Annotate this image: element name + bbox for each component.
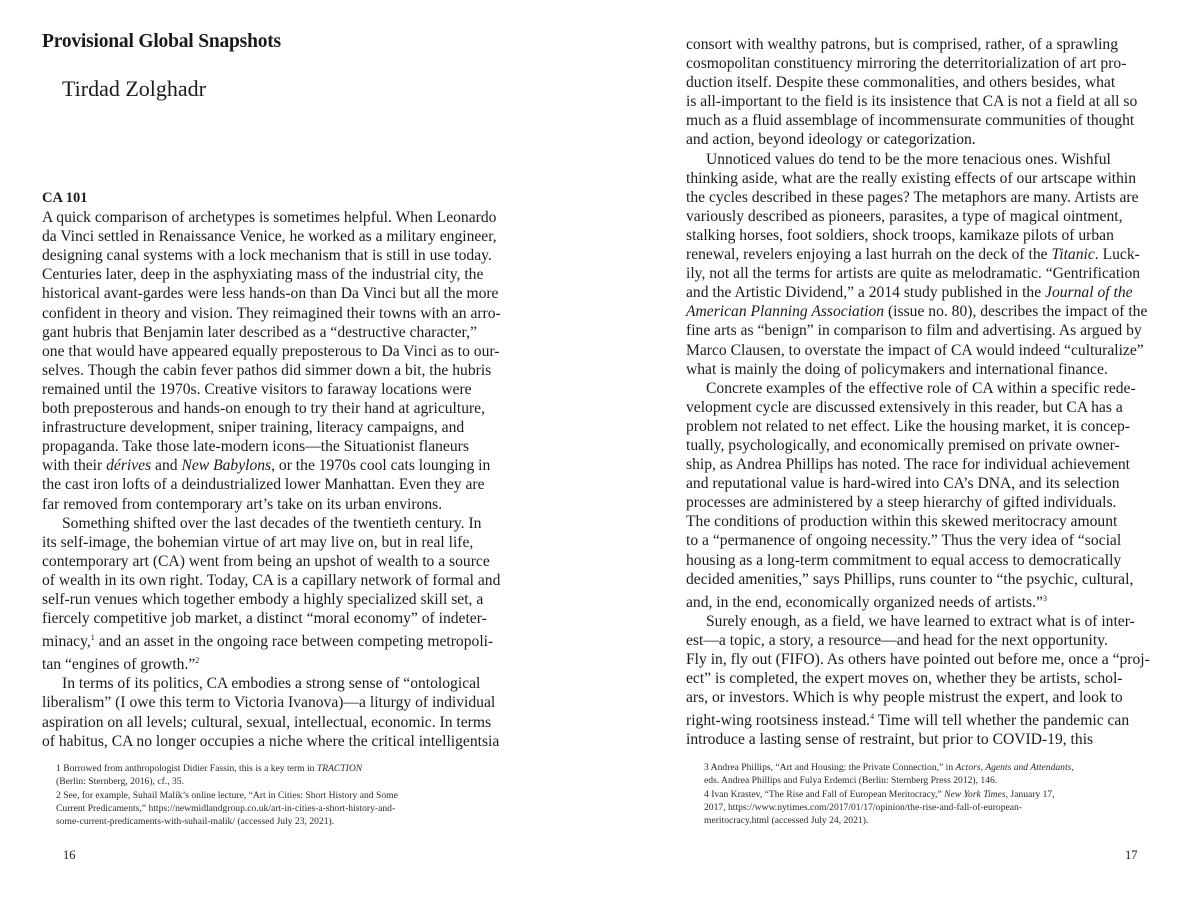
footnote-ref-4[interactable]: 4 xyxy=(870,712,875,722)
text-line: Marco Clausen, to overstate the impact of CA would indeed “culturalize” xyxy=(686,341,1144,359)
italic-term: New Babylons xyxy=(181,457,272,475)
text-line: variously described as pioneers, parasites, a type of magical ointment, xyxy=(686,207,1123,225)
text-line: housing as a long-term commitment to equal access to democratically xyxy=(686,551,1122,569)
footnote-2: 2 See, for example, Suhail Malik’s online lecture, “Art in Cities: Short History and Some xyxy=(56,789,398,801)
text-line: its self-image, the bohemian virtue of art may live on, but in real life, xyxy=(42,533,474,551)
text-line: and action, beyond ideology or categorization. xyxy=(686,131,976,149)
text-segment: minacy, xyxy=(42,633,91,651)
text-line: historical avant-gardes were less hands-on than Da Vinci but all the more xyxy=(42,285,499,303)
text-line: cosmopolitan constituency mirroring the deterritorialization of art pro- xyxy=(686,55,1127,73)
text-line: the cast iron lofts of a deindustrialized lower Manhattan. Even they are xyxy=(42,476,485,494)
text-line: Centuries later, deep in the asphyxiating mass of the industrial city, the xyxy=(42,266,484,284)
text-line: ars, or investors. Which is why people mistrust the expert, and look to xyxy=(686,689,1123,707)
text-line: propaganda. Take those late-modern icons—the Situationist flaneurs xyxy=(42,438,469,456)
text-line: confident in theory and vision. They reimagined their towns with an arro- xyxy=(42,304,501,322)
text-line: duction itself. Despite these commonalities, and others besides, what xyxy=(686,74,1116,92)
text-segment: and xyxy=(151,457,182,475)
text-line: stalking horses, foot soldiers, shock troops, kamikaze pilots of urban xyxy=(686,226,1114,244)
italic-term: Actors, Agents and Attendants xyxy=(955,762,1072,773)
text-line: Unnoticed values do tend to be the more tenacious ones. Wishful xyxy=(706,150,1111,168)
text-line xyxy=(42,628,532,651)
text-line: Something shifted over the last decades of the twentieth century. In xyxy=(62,514,482,532)
text-line: and reputational value is hard-wired into CA’s DNA, and its selection xyxy=(686,475,1120,493)
text-line: Surely enough, as a field, we have learned to extract what is of inter- xyxy=(706,612,1135,630)
text-line: tually, psychologically, and economically premised on private owner- xyxy=(686,436,1120,454)
text-line: contemporary art (CA) went from being an upshot of wealth to a source xyxy=(42,552,490,570)
text-segment: (issue no. 80), describes the impact of the xyxy=(884,303,1148,321)
footnote-text[interactable]: meritocracy.html (accessed July 24, 2021). xyxy=(704,815,869,827)
text-line: aspiration on all levels; cultural, sexual, intellectual, economic. In terms xyxy=(42,713,492,731)
footnote-text[interactable]: some-current-predicaments-with-suhail-malik/ (accessed July 23, 2021). xyxy=(56,816,335,828)
italic-term: Titanic xyxy=(1051,246,1095,264)
text-line: is all-important to the field is its insistence that CA is not a field at all so xyxy=(686,93,1138,111)
text-line xyxy=(686,283,1176,302)
text-segment: renewal, revelers enjoying a last hurrah on the deck of the xyxy=(686,246,1052,264)
text-line: Fly in, fly out (FIFO). As others have pointed out before me, once a “proj- xyxy=(686,651,1150,668)
text-line: decided amenities,” says Phillips, runs counter to “the psychic, cultural, xyxy=(686,570,1134,588)
footnote-3 xyxy=(704,761,1174,774)
italic-term: TRACTION xyxy=(316,763,363,774)
text-segment: , or the 1970s cool cats lounging in xyxy=(271,457,491,475)
text-line: ily, not all the terms for artists are quite as melodramatic. “Gentrification xyxy=(686,265,1141,283)
footnotes-right xyxy=(704,761,1174,827)
text-line: remained until the 1970s. Creative visitors to faraway locations were xyxy=(42,380,472,398)
text-line: problem not related to net effect. Like the housing market, it is concep- xyxy=(686,417,1130,435)
text-line xyxy=(686,707,1176,730)
text-line: processes are administered by a steep hierarchy of gifted individuals. xyxy=(686,494,1117,512)
text-line: of wealth in its own right. Today, CA is a capillary network of formal and xyxy=(42,571,501,589)
footnotes-left xyxy=(56,762,526,828)
footnote-4 xyxy=(704,788,1174,801)
right-body-text xyxy=(686,35,1176,749)
footnote-text[interactable]: Current Predicaments,” https://newmidlandgroup.co.uk/art-in-cities-a-short-history-and- xyxy=(56,802,396,814)
text-line: the cycles described in these pages? The metaphors are many. Artists are xyxy=(686,188,1139,206)
italic-term: Journal of the xyxy=(1045,284,1133,302)
footnote-text: eds. Andrea Phillips and Fulya Erdemci (Berlin: Sternberg Press 2012), 146. xyxy=(704,775,998,787)
footnote-ref-3[interactable]: 3 xyxy=(1042,593,1047,603)
text-line xyxy=(686,589,1176,612)
section-heading: CA 101 xyxy=(42,190,88,206)
text-segment: and, in the end, economically organized needs of artists.” xyxy=(686,593,1043,611)
text-line: consort with wealthy patrons, but is comprised, rather, of a sprawling xyxy=(686,36,1119,53)
text-line: gant hubris that Benjamin later described as a “destructive character,” xyxy=(42,323,477,341)
text-line: The conditions of production within this skewed meritocracy amount xyxy=(686,513,1118,531)
text-segment: Time will tell whether the pandemic can xyxy=(874,712,1130,730)
text-line: A quick comparison of archetypes is sometimes helpful. When Leonardo xyxy=(42,209,497,227)
left-body-text xyxy=(42,189,532,751)
text-line: far removed from contemporary art’s take on its urban environs. xyxy=(42,495,443,513)
text-line: introduce a lasting sense of restraint, but prior to COVID-19, this xyxy=(686,731,1094,749)
text-line: fiercely competitive job market, a distinct “moral economy” of indeter- xyxy=(42,610,487,628)
text-line: da Vinci settled in Renaissance Venice, he worked as a military engineer, xyxy=(42,228,497,246)
author-name: Tirdad Zolghadr xyxy=(62,76,207,101)
text-line: ship, as Andrea Phillips has noted. The race for individual achievement xyxy=(686,456,1131,474)
text-line xyxy=(42,456,532,475)
footnote-ref-1[interactable]: 1 xyxy=(90,633,95,643)
footnote-text: , xyxy=(1071,762,1074,773)
text-line: liberalism” (I owe this term to Victoria Ivanova)—a liturgy of individual xyxy=(42,694,496,712)
text-line: thinking aside, what are the really existing effects of our artscape within xyxy=(686,169,1137,187)
footnote-text: , January 17, xyxy=(1005,788,1055,800)
text-segment: . Luck- xyxy=(1094,246,1140,264)
text-segment: right-wing rootsiness instead. xyxy=(686,712,871,730)
text-segment: and an asset in the ongoing race between competing metropoli- xyxy=(94,633,494,651)
footnote-text: 3 Andrea Phillips, “Art and Housing: the Private Connection,” in xyxy=(704,762,956,773)
text-line: selves. Though the cabin fever pathos did simmer down a bit, the hubris xyxy=(42,361,492,379)
text-line xyxy=(42,651,532,674)
text-line: much as a fluid assemblage of incommensurate communities of thought xyxy=(686,112,1135,130)
text-line: self-run venues which together embody a highly specialized skill set, a xyxy=(42,590,484,608)
text-line: Concrete examples of the effective role of CA within a specific rede- xyxy=(706,379,1136,397)
text-line: to a “permanence of ongoing necessity.” Thus the very idea of “social xyxy=(686,532,1122,550)
page-number-right: 17 xyxy=(1125,848,1138,862)
italic-term: American Planning Association xyxy=(686,303,885,321)
text-line: est—a topic, a story, a resource—and head for the next opportunity. xyxy=(686,631,1108,649)
text-line: of habitus, CA no longer occupies a niche where the critical intelligentsia xyxy=(42,732,500,750)
footnote-text: 1 Borrowed from anthropologist Didier Fassin, this is a key term in xyxy=(56,763,317,774)
text-line: velopment cycle are discussed extensively in this reader, but CA has a xyxy=(686,398,1123,416)
page-number-left: 16 xyxy=(63,848,76,862)
footnote-ref-2[interactable]: 2 xyxy=(195,656,200,666)
text-line: In terms of its politics, CA embodies a strong sense of “ontological xyxy=(62,675,481,693)
text-line: ect” is completed, the expert moves on, whether they be artists, schol- xyxy=(686,670,1123,688)
footnote-text: (Berlin: Sternberg, 2016), cf., 35. xyxy=(56,776,184,788)
text-segment: and the Artistic Dividend,” a 2014 study published in the xyxy=(686,284,1046,302)
text-segment: with their xyxy=(42,457,107,475)
text-line: infrastructure development, sniper training, literacy campaigns, and xyxy=(42,419,465,437)
text-line: fine arts as “benign” in comparison to film and advertising. As argued by xyxy=(686,322,1142,340)
italic-term: New York Times xyxy=(944,788,1006,800)
text-line: one that would have appeared equally preposterous to Da Vinci as to our- xyxy=(42,342,500,360)
text-line: both preposterous and hands-on enough to try their hand at agriculture, xyxy=(42,400,486,418)
footnote-text: 4 Ivan Krastev, “The Rise and Fall of European Meritocracy,” xyxy=(704,788,945,800)
footnote-1 xyxy=(56,762,526,775)
text-line xyxy=(686,302,1176,321)
text-line: designing canal systems with a lock mechanism that is still in use today. xyxy=(42,247,492,265)
italic-term: dérives xyxy=(106,457,152,475)
text-line xyxy=(686,245,1176,264)
text-line: what is mainly the doing of policymakers and international finance. xyxy=(686,360,1108,378)
footnote-text[interactable]: 2017, https://www.nytimes.com/2017/01/17/opinion/the-rise-and-fall-of-european- xyxy=(704,801,1023,813)
chapter-title: Provisional Global Snapshots xyxy=(42,31,281,52)
text-segment: tan “engines of growth.” xyxy=(42,656,196,674)
